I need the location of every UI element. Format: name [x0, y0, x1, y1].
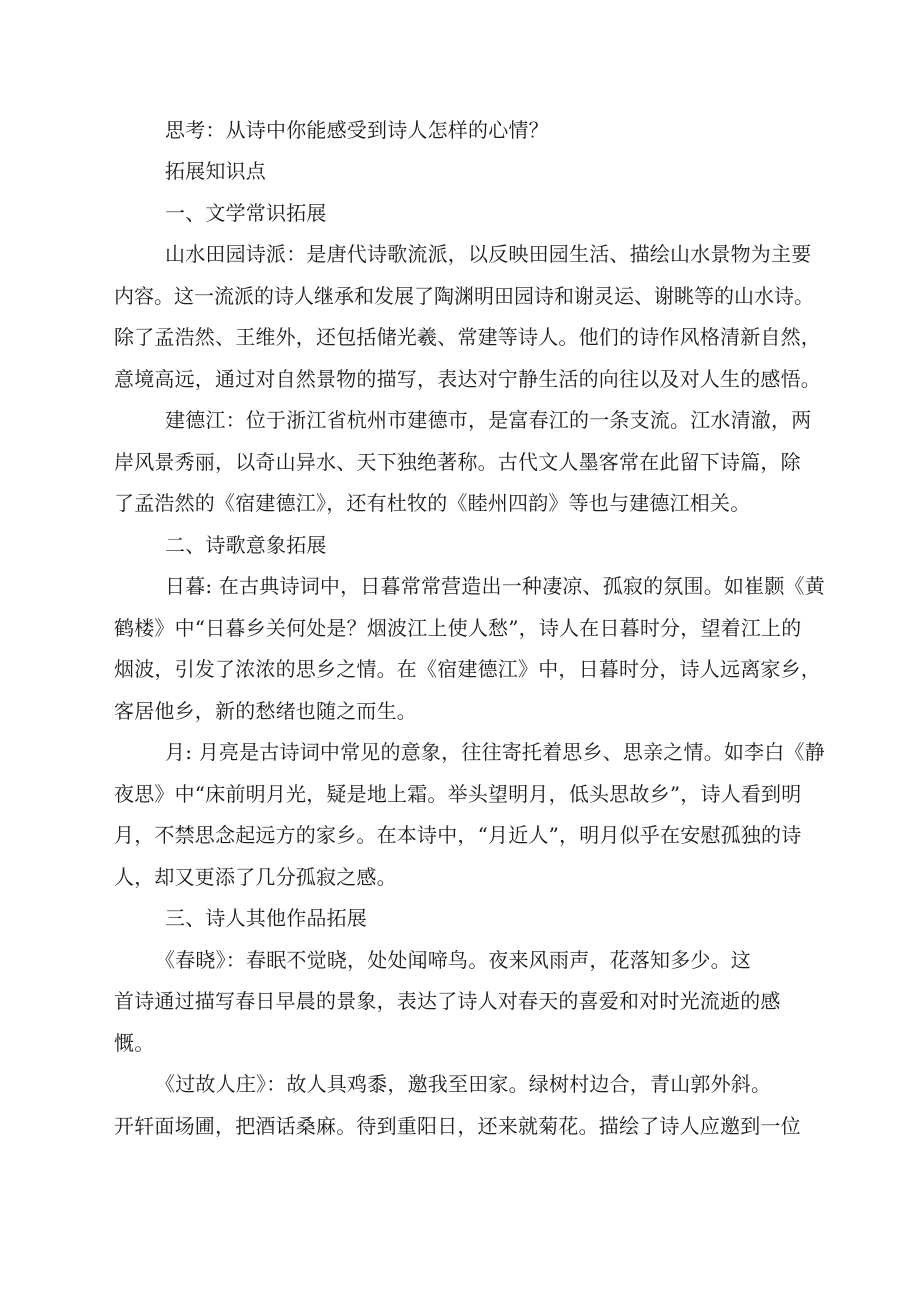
section2-para1-line3: 烟波，引发了浓浓的思乡之情。在《宿建德江》中，日暮时分，诗人远离家乡， — [114, 657, 821, 681]
section3-para2-line2: 开轩面场圃，把酒话桑麻。待到重阳日，还来就菊花。描绘了诗人应邀到一位 — [114, 1114, 801, 1138]
section2-para2-line3: 月，不禁思念起远方的家乡。在本诗中，“月近人”，明月似乎在安慰孤独的诗 — [114, 823, 802, 847]
section2-para2-line1: 月: 月亮是古诗词中常见的意象，往往寄托着思乡、思亲之情。如李白《静 — [165, 740, 825, 764]
section1-heading: 一、文学常识拓展 — [165, 201, 327, 225]
section2-para1-line2: 鹤楼》中“日暮乡关何处是？烟波江上使人愁”，诗人在日暮时分，望着江上的 — [114, 616, 802, 640]
section2-para1-line4: 客居他乡，新的愁绪也随之而生。 — [114, 699, 417, 723]
section3-para1-line2: 首诗通过描写春日早晨的景象，表达了诗人对春天的喜爱和对时光流逝的感 — [114, 989, 781, 1013]
extension-title: 拓展知识点 — [165, 159, 266, 183]
section2-para2-line4: 人，却又更添了几分孤寂之感。 — [114, 865, 397, 889]
think-prompt: 思考：从诗中你能感受到诗人怎样的心情？ — [165, 118, 549, 142]
section1-para1-line4: 意境高远，通过对自然景物的描写，表达对宁静生活的向往以及对人生的感悟。 — [114, 367, 821, 391]
section1-para1-line2: 内容。这一流派的诗人继承和发展了陶渊明田园诗和谢灵运、谢眺等的山水诗。 — [114, 284, 814, 308]
section2-para2-line2: 夜思》中“床前明月光，疑是地上霜。举头望明月，低头思故乡”，诗人看到明 — [114, 782, 802, 806]
section1-para2-line3: 了孟浩然的《宿建德江》，还有杜牧的《睦州四韵》等也与建德江相关。 — [114, 491, 751, 515]
section1-para2-line2: 岸风景秀丽，以奇山异水、天下独绝著称。古代文人墨客常在此留下诗篇，除 — [114, 450, 801, 474]
section3-para1-line3: 慨。 — [114, 1031, 155, 1055]
section3-para2-line1: 《过故人庄》：故人具鸡黍，邀我至田家。绿树村边合，青山郭外斜。 — [155, 1072, 772, 1096]
section2-heading: 二、诗歌意象拓展 — [165, 533, 327, 557]
section3-para1-line1: 《春晓》：春眠不觉晓，处处闻啼鸟。夜来风雨声，花落知多少。这 — [155, 948, 751, 972]
section3-heading: 三、诗人其他作品拓展 — [165, 906, 367, 930]
section1-para1-line3: 除了孟浩然、王维外，还包括储光羲、常建等诗人。他们的诗作风格清新自然， — [114, 325, 821, 349]
section1-para1-line1: 山水田园诗派：是唐代诗歌流派，以反映田园生活、描绘山水景物为主要 — [165, 242, 812, 266]
section1-para2-line1: 建德江：位于浙江省杭州市建德市，是富春江的一条支流。江水清澈，两 — [165, 408, 812, 432]
section2-para1-line1: 日暮: 在古典诗词中，日暮常常营造出一种凄凉、孤寂的氛围。如崔颢《黄 — [165, 574, 825, 598]
